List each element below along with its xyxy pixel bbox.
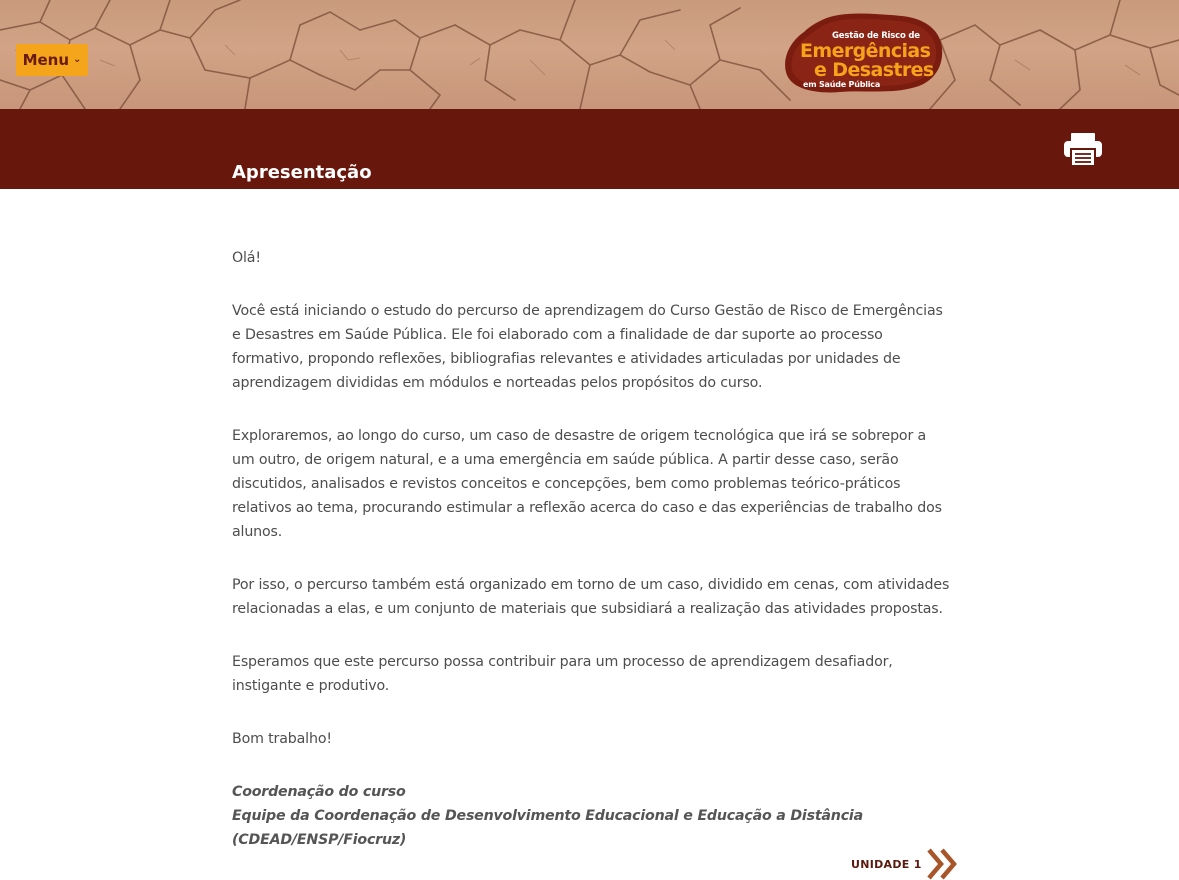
logo-text-sub: em Saúde Pública [803, 80, 881, 89]
print-button[interactable] [1063, 131, 1103, 167]
signature-coordination: Coordenação do curso [232, 784, 406, 800]
logo-text-small: Gestão de Risco de [832, 31, 920, 41]
organization-paragraph: Por isso, o percurso também está organizado em torno de um caso, dividido em cenas, com atividades relacionadas a elas, e um conjunto de materiais que subsidiará a realização das atividades propostas. [232, 577, 950, 617]
title-bar [0, 109, 1179, 189]
intro-paragraph: Você está iniciando o estudo do percurso de aprendizagem do Curso Gestão de Risco de Emergências e Desastres em Saúde Pública. Ele foi elaborado com a finalidade de dar suporte ao processo formativo, propondo reflexões, bibliografias relevantes e atividades articuladas por unidades de aprendizagem divididas em módulos e norteadas pelos propósitos do curso. [232, 303, 943, 391]
hope-paragraph: Esperamos que este percurso possa contribuir para um processo de aprendizagem desafiador, instigante e produtivo. [232, 654, 893, 694]
next-unit-link[interactable] [851, 848, 960, 880]
main-content [232, 246, 952, 852]
closing-text: Bom trabalho! [232, 731, 332, 747]
printer-icon [1063, 131, 1103, 167]
page-title: Apresentação [232, 162, 372, 183]
greeting-text: Olá! [232, 250, 261, 266]
menu-button[interactable] [16, 44, 88, 76]
signature-team: Equipe da Coordenação de Desenvolvimento Educacional e Educação a Distância (CDEAD/ENSP/Fiocruz) [232, 808, 863, 848]
double-chevron-right-icon [926, 848, 960, 880]
chevron-down-icon: ⌄ [73, 54, 82, 65]
logo-text-emergencias: Emergências [800, 40, 931, 62]
top-banner [0, 0, 1179, 109]
logo-text-desastres: e Desastres [814, 59, 934, 81]
menu-label: Menu [22, 51, 70, 69]
course-logo[interactable] [782, 10, 946, 96]
next-unit-label: UNIDADE 1 [851, 857, 922, 871]
cracked-earth-background [0, 0, 1179, 109]
case-paragraph: Exploraremos, ao longo do curso, um caso de desastre de origem tecnológica que irá se sobrepor a um outro, de origem natural, e a uma emergência em saúde pública. A partir desse caso, serão discutidos, analisados e revistos conceitos e concepções, bem como problemas teórico-práticos relativos ao tema, procurando estimular a reflexão acerca do caso e das experiências de trabalho dos alunos. [232, 428, 942, 540]
